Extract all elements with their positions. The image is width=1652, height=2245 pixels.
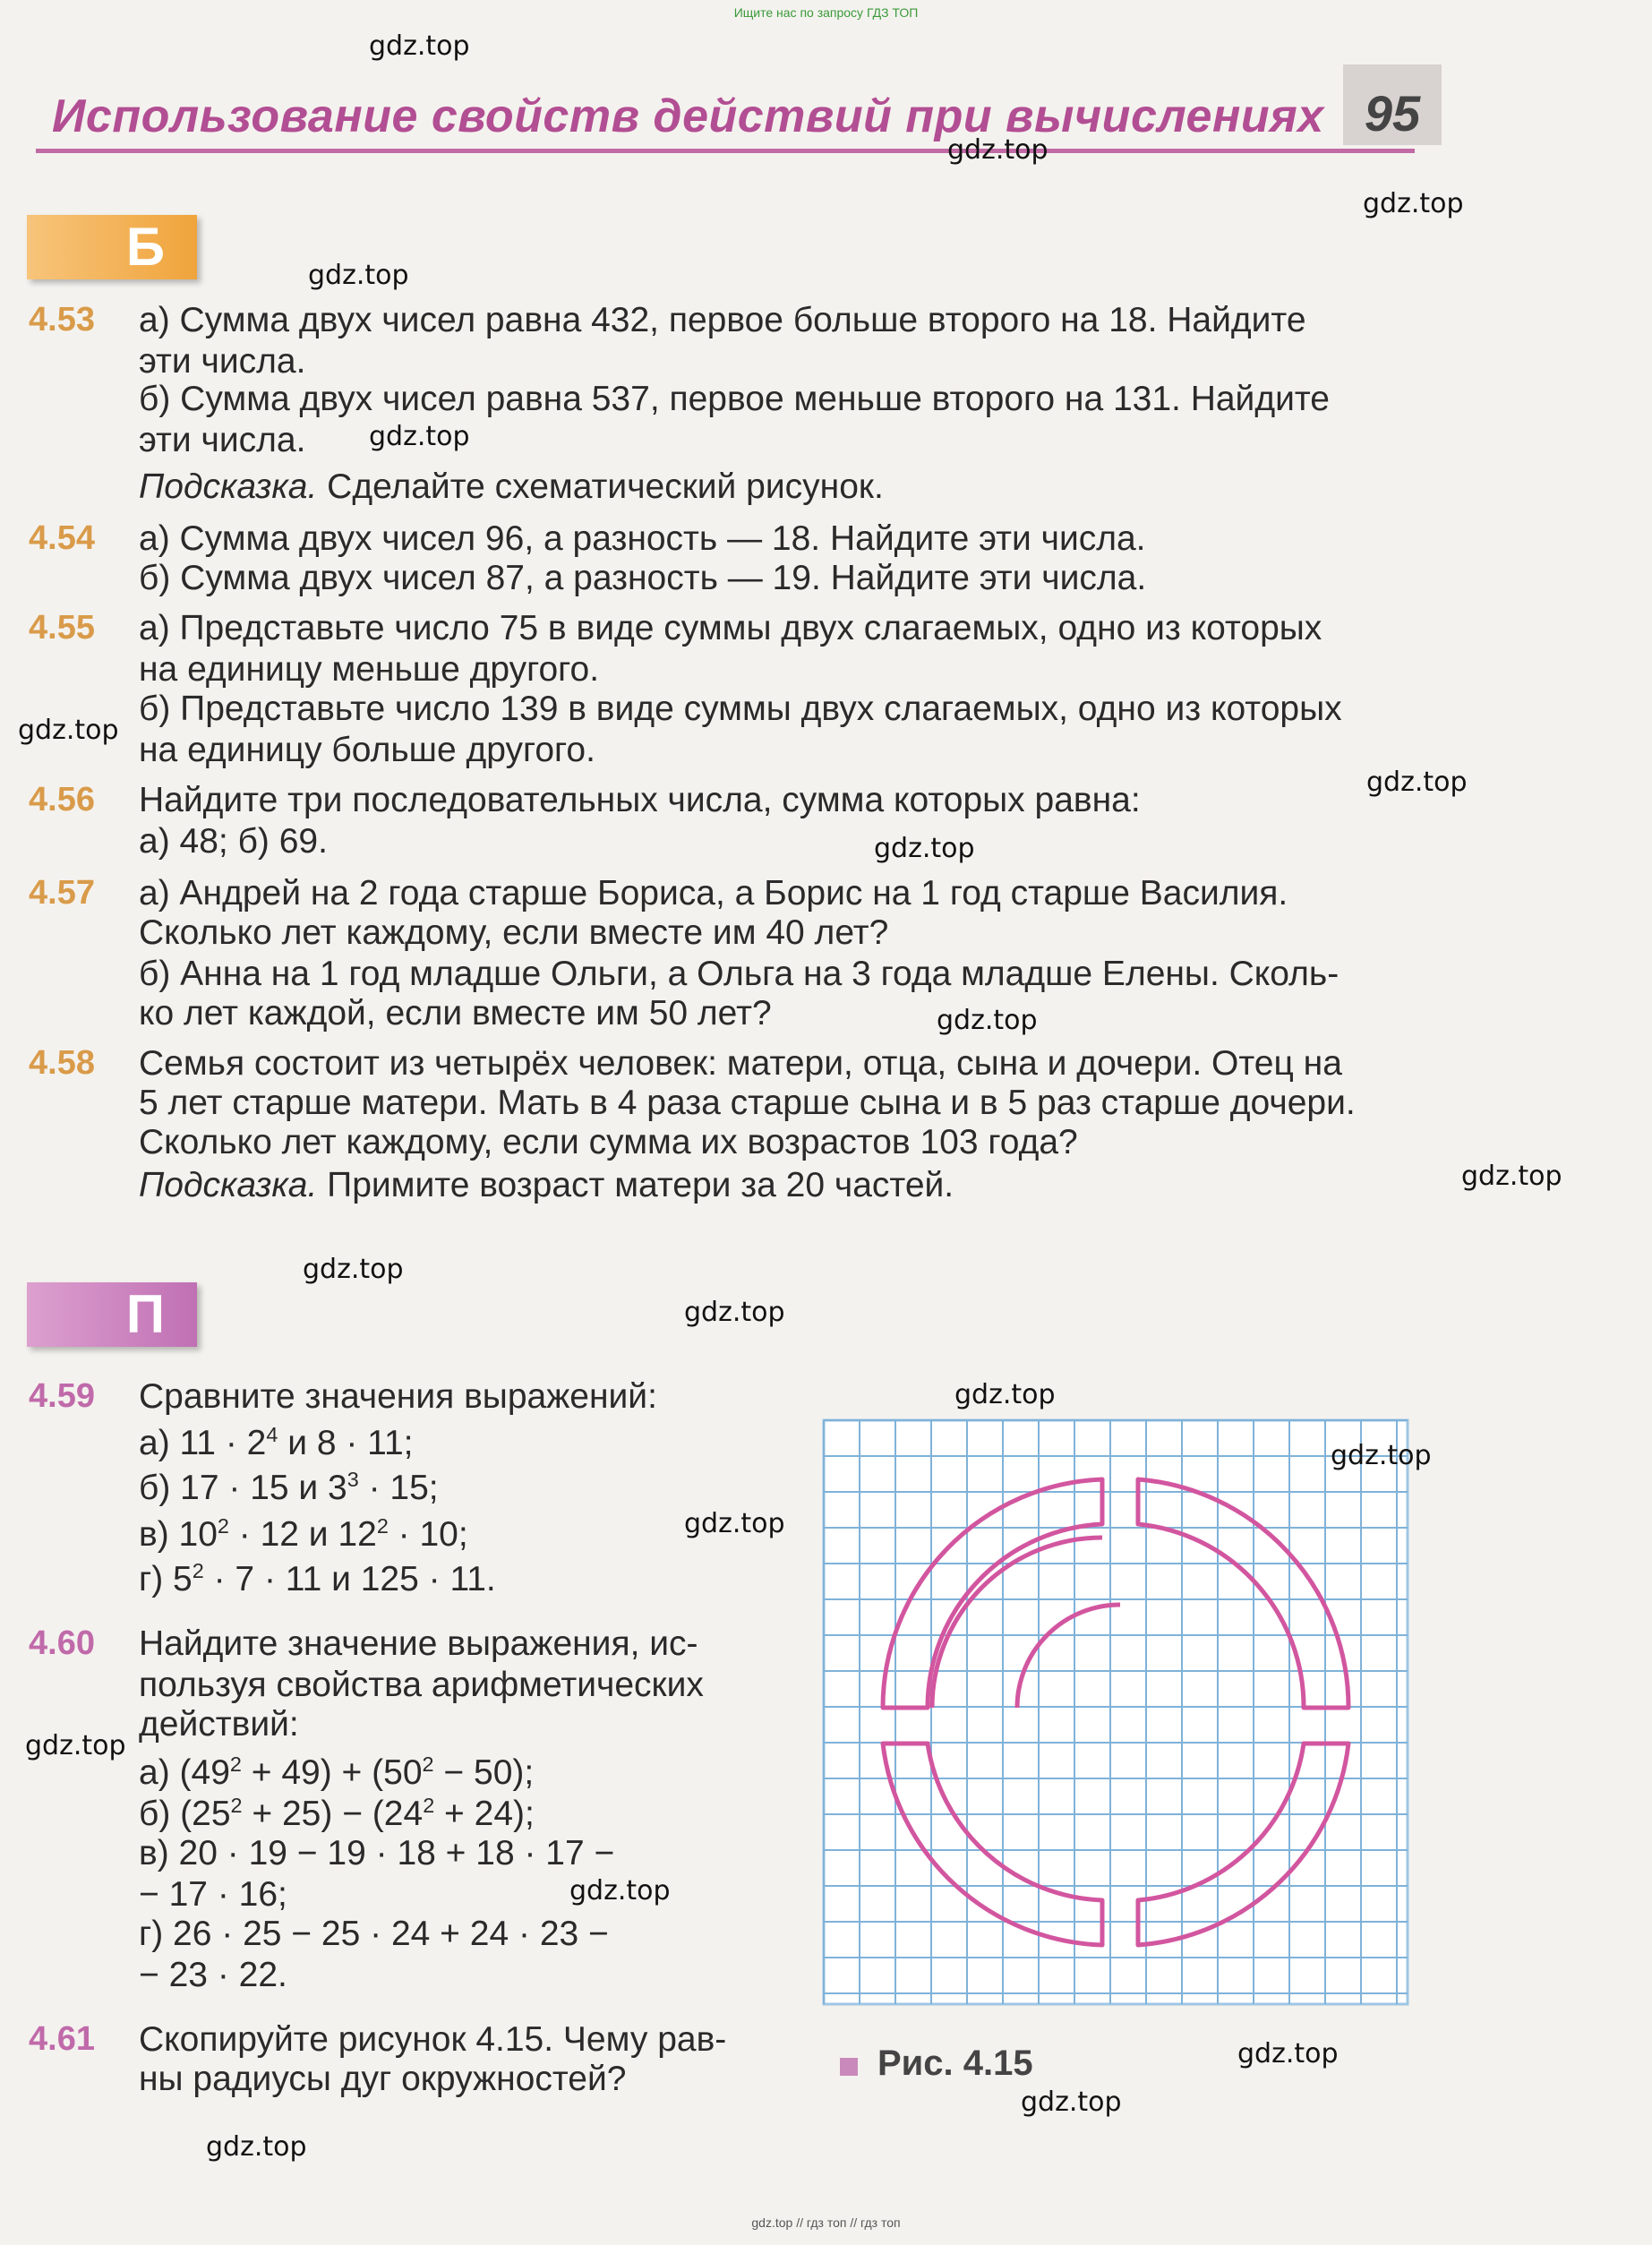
watermark: gdz.top	[874, 833, 975, 864]
problem-line: а) Андрей на 2 года старше Бориса, а Борис на 1 год старше Василия.	[139, 874, 1288, 913]
watermark: gdz.top	[25, 1730, 126, 1761]
problem-line: Семья состоит из четырёх человек: матери, отца, сына и дочери. Отец на	[139, 1044, 1342, 1083]
problem-line: Сравните значения выражений:	[139, 1377, 657, 1416]
hint-line	[139, 467, 884, 507]
problem-line: действий:	[139, 1705, 299, 1744]
problem-number: 4.57	[29, 874, 95, 912]
watermark: gdz.top	[954, 1379, 1056, 1410]
grid-paper	[824, 1420, 1408, 2004]
hint-label: Подсказка.	[139, 1166, 318, 1204]
problem-line: 5 лет старше матери. Мать в 4 раза старше сына и в 5 раз старше дочери.	[139, 1084, 1356, 1122]
problem-number: 4.61	[29, 2020, 95, 2058]
problem-line: эти числа.	[139, 421, 306, 459]
watermark: gdz.top	[1366, 767, 1468, 798]
problem-number: 4.56	[29, 781, 95, 818]
hint-label: Подсказка.	[139, 467, 318, 506]
problem-line: Сколько лет каждому, если вместе им 40 лет?	[139, 913, 889, 952]
figure-marker	[840, 2058, 858, 2076]
problem-number: 4.55	[29, 609, 95, 647]
expression: б) 17 · 15 и $3^3 \cdot 15$;	[139, 1468, 439, 1507]
problem-line: эти числа.	[139, 342, 306, 381]
problem-line: Сколько лет каждому, если сумма их возрастов 103 года?	[139, 1123, 1078, 1161]
watermark: gdz.top	[1237, 2038, 1339, 2069]
problem-number: 4.53	[29, 301, 95, 338]
expression: в) $10^2 \cdot 12$ и $12^2 \cdot 10$;	[139, 1514, 468, 1554]
problem-number: 4.54	[29, 519, 95, 557]
watermark: gdz.top	[369, 421, 470, 452]
problem-number: 4.58	[29, 1044, 95, 1082]
page-number: 95	[1343, 64, 1442, 145]
watermark: gdz.top	[308, 260, 409, 291]
watermark: gdz.top	[937, 1005, 1038, 1036]
watermark: gdz.top	[1363, 188, 1464, 219]
watermark: gdz.top	[206, 2131, 307, 2163]
expression: б) $(25^2 + 25) - (24^2 + 24)$;	[139, 1794, 535, 1833]
problem-line: ко лет каждой, если вместе им 50 лет?	[139, 994, 772, 1033]
expression: в) 20 · 19 − 19 · 18 + 18 · 17 −	[139, 1834, 615, 1872]
hint-line	[139, 1166, 954, 1205]
problem-line: на единицу больше другого.	[139, 731, 595, 769]
problem-line: Скопируйте рисунок 4.15. Чему рав-	[139, 2020, 727, 2059]
watermark: gdz.top	[369, 30, 470, 62]
hint-text: Примите возраст матери за 20 частей.	[317, 1166, 954, 1204]
figure-4-15	[820, 1417, 1411, 2008]
watermark: gdz.top	[1021, 2086, 1122, 2118]
bottom-note: gdz.top // гдз топ // гдз топ	[751, 2215, 901, 2230]
hint-text: Сделайте схематический рисунок.	[317, 467, 884, 506]
problem-line: б) Сумма двух чисел равна 537, первое меньше второго на 131. Найдите	[139, 380, 1330, 418]
watermark: gdz.top	[684, 1508, 785, 1539]
section-tab-p: П	[27, 1282, 197, 1347]
watermark: gdz.top	[18, 715, 119, 746]
problem-line: а) Сумма двух чисел равна 432, первое больше второго на 18. Найдите	[139, 301, 1306, 339]
expression: г) 26 · 25 − 25 · 24 + 24 · 23 −	[139, 1915, 609, 1953]
problem-line: ны радиусы дуг окружностей?	[139, 2060, 627, 2098]
watermark: gdz.top	[569, 1875, 671, 1907]
problem-line: а) Сумма двух чисел 96, а разность — 18. Найдите эти числа.	[139, 519, 1146, 558]
problem-line: а) Представьте число 75 в виде суммы двух слагаемых, одно из которых	[139, 609, 1322, 647]
page-title: Использование свойств действий при вычислениях	[52, 90, 1324, 142]
figure-caption: Рис. 4.15	[877, 2044, 1033, 2083]
expression: − 17 · 16;	[139, 1875, 287, 1914]
section-tab-b: Б	[27, 215, 197, 279]
expression: а) $(49^2 + 49) + (50^2 - 50)$;	[139, 1752, 535, 1792]
problem-line: пользуя свойства арифметических	[139, 1666, 704, 1704]
expression: г) $5^2 \cdot 7 \cdot 11$ и 125 · 11.	[139, 1559, 496, 1598]
problem-number: 4.60	[29, 1624, 95, 1662]
problem-number: 4.59	[29, 1377, 95, 1415]
watermark: gdz.top	[303, 1254, 404, 1285]
problem-line: б) Сумма двух чисел 87, а разность — 19. Найдите эти числа.	[139, 559, 1147, 597]
problem-line: б) Представьте число 139 в виде суммы двух слагаемых, одно из которых	[139, 690, 1342, 728]
expression: а) $11 \cdot 2^4$ и 8 · 11;	[139, 1423, 414, 1462]
problem-line: Найдите значение выражения, ис-	[139, 1624, 698, 1663]
top-note: Ищите нас по запросу ГДЗ ТОП	[733, 5, 919, 20]
problem-line: Найдите три последовательных числа, сумма которых равна:	[139, 781, 1141, 819]
expression: − 23 · 22.	[139, 1956, 287, 1994]
problem-line: на единицу меньше другого.	[139, 650, 600, 689]
page-header	[36, 82, 1421, 153]
problem-line: а) 48; б) 69.	[139, 822, 328, 861]
problem-line: б) Анна на 1 год младше Ольги, а Ольга на 3 года младше Елены. Сколь-	[139, 955, 1340, 993]
watermark: gdz.top	[947, 134, 1049, 166]
watermark: gdz.top	[1331, 1440, 1432, 1471]
watermark: gdz.top	[684, 1297, 785, 1328]
watermark: gdz.top	[1461, 1161, 1562, 1192]
